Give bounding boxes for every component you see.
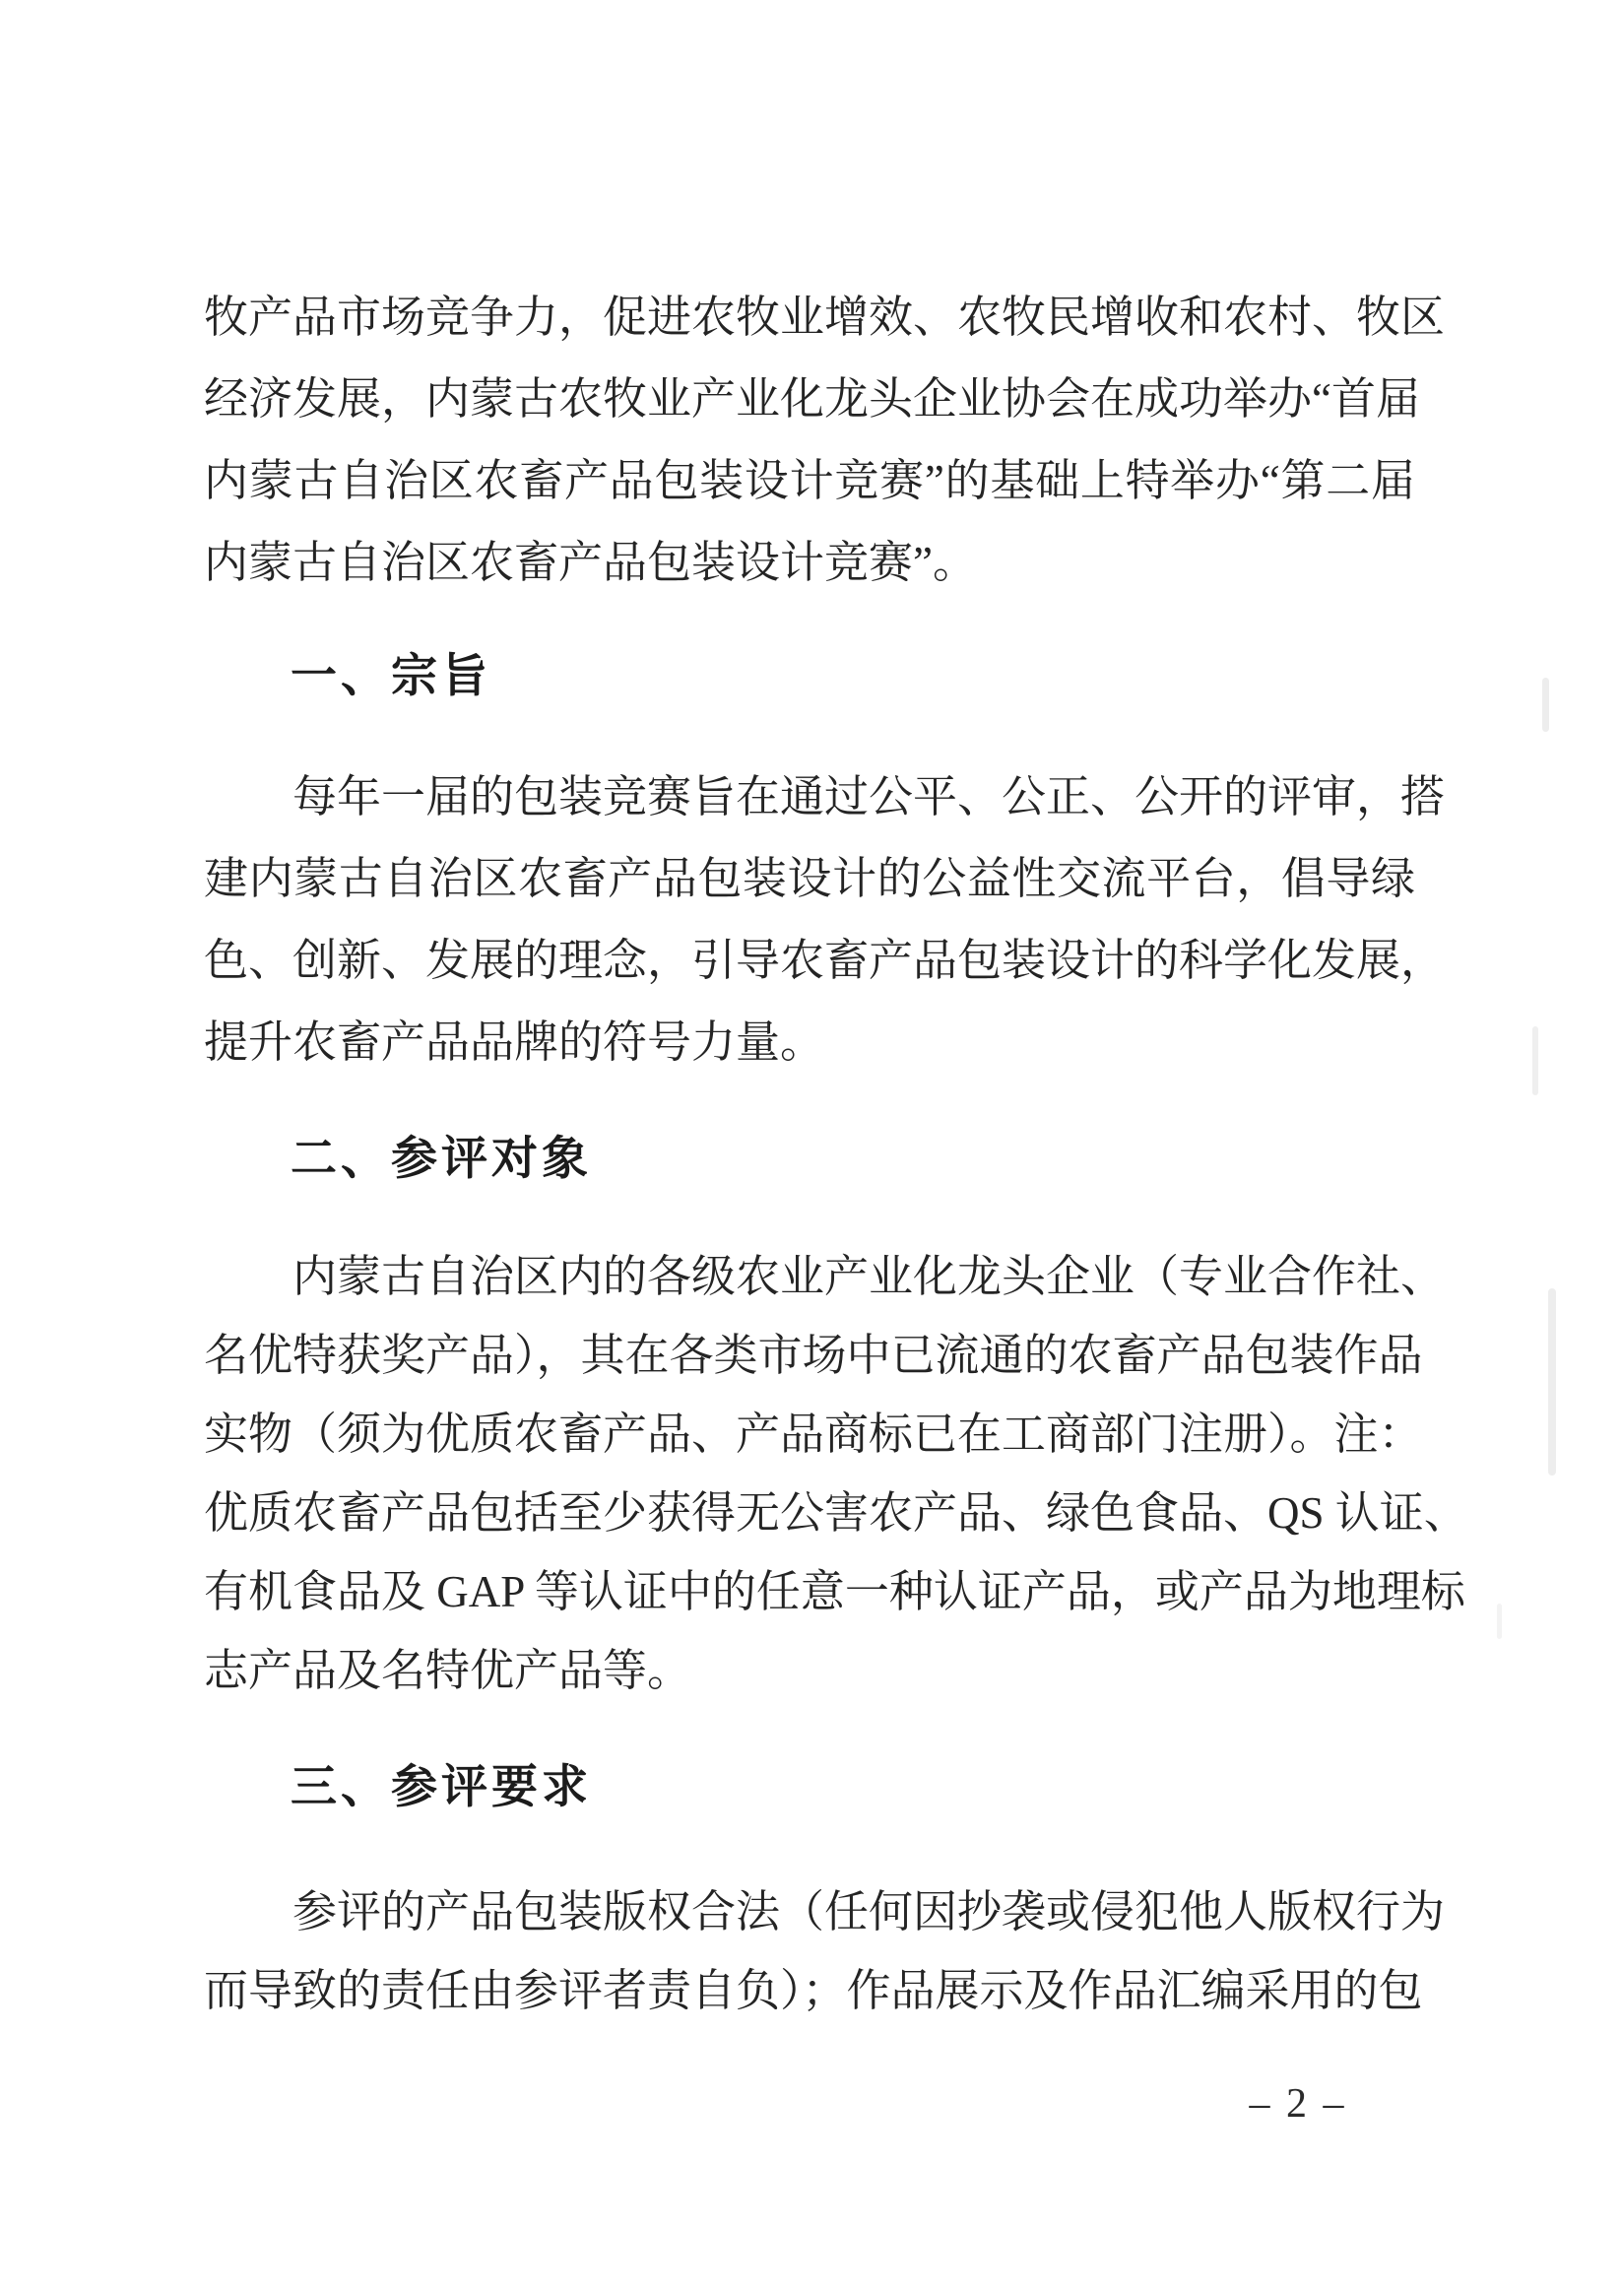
paragraph-requirements <box>204 1872 1446 2030</box>
text-line: 有机食品及 GAP 等认证中的任意一种认证产品，或产品为地理标 <box>204 1567 1465 1616</box>
scan-artifact <box>1548 1288 1556 1476</box>
scan-artifact <box>1497 1604 1502 1639</box>
text-line: 志产品及名特优产品等。 <box>204 1646 692 1695</box>
text-line: 提升农畜产品品牌的符号力量。 <box>204 1017 825 1067</box>
text-line: 牧产品市场竞争力，促进农牧业增效、农牧民增收和农村、牧区 <box>204 293 1446 342</box>
text-line: 建内蒙古自治区农畜产品包装设计的公益性交流平台，倡导绿 <box>204 854 1415 903</box>
scan-artifact <box>1542 678 1549 732</box>
text-line: 色、创新、发展的理念，引导农畜产品包装设计的科学化发展， <box>204 936 1446 985</box>
section-heading-participants: 二、参评对象 <box>291 1134 592 1185</box>
text-line: 参评的产品包装版权合法（任何因抄袭或侵犯他人版权行为 <box>292 1887 1446 1936</box>
text-line: 每年一届的包装竞赛旨在通过公平、公正、公开的评审，搭 <box>292 772 1446 821</box>
text-line: 名优特获奖产品），其在各类市场中已流通的农畜产品包装作品 <box>204 1331 1423 1380</box>
paragraph-participants <box>204 1237 1468 1710</box>
page-number: – 2 – <box>1249 2081 1347 2127</box>
section-heading-purpose: 一、宗旨 <box>291 651 491 702</box>
paragraph-continuation <box>204 277 1446 604</box>
paragraph-purpose <box>204 756 1446 1083</box>
text-line: 内蒙古自治区农畜产品包装设计竞赛”的基础上特举办“第二届 <box>204 456 1415 505</box>
text-line: 内蒙古自治区农畜产品包装设计竞赛”。 <box>204 538 977 587</box>
text-line: 而导致的责任由参评者责自负）；作品展示及作品汇编采用的包 <box>204 1966 1423 2015</box>
text-line: 经济发展，内蒙古农牧业产业化龙头企业协会在成功举办“首届 <box>204 374 1420 424</box>
text-line: 内蒙古自治区内的各级农业产业化龙头企业（专业合作社、 <box>292 1252 1446 1301</box>
scan-artifact <box>1532 1026 1538 1095</box>
text-line: 优质农畜产品包括至少获得无公害农产品、绿色食品、QS 认证、 <box>204 1488 1468 1538</box>
section-heading-requirements: 三、参评要求 <box>291 1762 592 1813</box>
text-line: 实物（须为优质农畜产品、产品商标已在工商部门注册）。注： <box>204 1410 1423 1459</box>
